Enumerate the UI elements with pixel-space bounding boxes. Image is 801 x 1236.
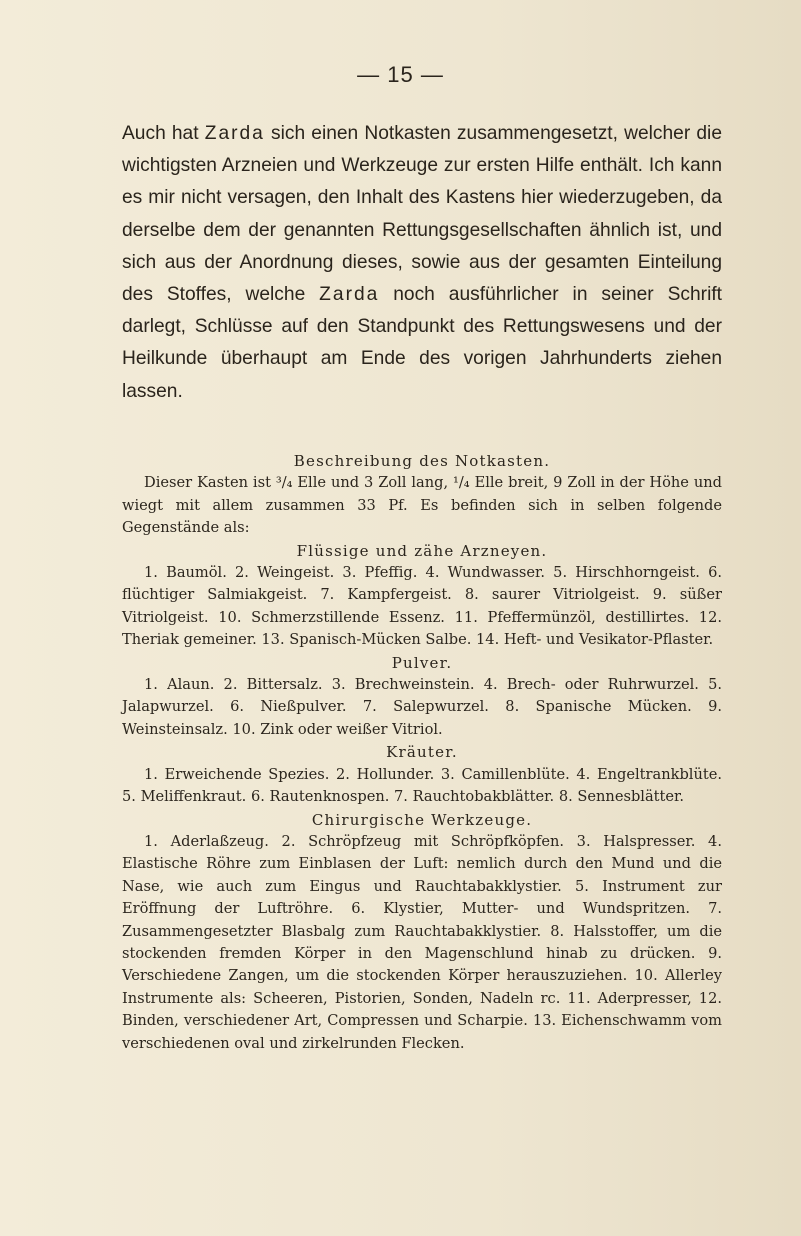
fraktur-block xyxy=(122,450,722,1055)
section-items: 1. Aderlaßzeug. 2. Schröpfzeug mit Schröpfköpfen. 3. Halspresser. 4. Elastische Röhre zum Einblasen der Luft: nemlich durch den Mund und die Nase, wie auch zum Eingus und Rauchtabakklystier. 5. Instrument zur Eröffnung der Luftröhre. 6. Klystier, Mutter- und Wundspritzen. 7. Zusammengesetzter Blasbalg zum Rauchtabakklystier. 8. Halsstoffer, um die stockenden fremden Körper in den Magenschlund hinab zu drücken. 9. Verschiedene Zangen, um die stockenden Körper herauszuziehen. 10. Allerley Instrumente als: Scheeren, Pistorien, Sonden, Nadeln rc. 11. Aderpresser, 12. Binden, verschiedener Art, Compressen und Scharpie. 13. Eichenschwamm vom verschiedenen oval und zirkelrunden Flecken. xyxy=(122,832,722,1052)
section-items: 1. Erweichende Spezies. 2. Hollunder. 3. Camillenblüte. 4. Engeltrankblüte. 5. Meliffenkraut. 6. Rautenknospen. 7. Rauchtobakblätter. 8. Sennesblätter. xyxy=(122,765,722,806)
section-items: 1. Alaun. 2. Bittersalz. 3. Brechweinstein. 4. Brech- oder Ruhrwurzel. 5. Jalapwurzel. 6. Nießpulver. 7. Salepwurzel. 8. Spanische Mücken. 9. Weinsteinsalz. 10. Zink oder weißer Vitriol. xyxy=(122,676,722,738)
section-heading: Pulver. xyxy=(391,653,453,672)
intro-text-2: sich einen Notkasten zusammengesetzt, welcher die wichtigsten Arzneien und Werkzeuge zur ersten Hilfe enthält. Ich kann es mir nicht versagen, den Inhalt des Kastens hier wiederzugeben, da derselbe dem der genannten Rettungsgesellschaften ähnlich ist, und sich aus der Anordnung dieses, sowie aus der gesamten Einteilung des Stoffes, welche xyxy=(122,123,722,306)
section-heading: Flüssige und zähe Arzneyen. xyxy=(296,541,548,560)
page-number: — 15 — xyxy=(357,62,444,87)
intro-text-3: noch ausführlicher in seiner Schrift darlegt, Schlüsse auf den Standpunkt des Rettungswesens und der Heilkunde überhaupt am Ende des vorigen Jahrhunderts ziehen lassen. xyxy=(122,284,722,402)
intro-text-1: Auch hat xyxy=(122,123,205,144)
description-text: Dieser Kasten ist ³/₄ Elle und 3 Zoll lang, ¹/₄ Elle breit, 9 Zoll in der Höhe und wiegt mit allem zusammen 33 Pf. Es befinden sich in selben folgende Gegenstände als: xyxy=(122,474,722,537)
author-name: Zarda xyxy=(204,123,265,144)
section-heading: Kräuter. xyxy=(386,743,458,762)
author-name: Zarda xyxy=(319,284,380,306)
description-heading: Beschreibung des Notkasten. xyxy=(293,452,551,470)
intro-paragraph xyxy=(122,118,722,408)
section-items: 1. Baumöl. 2. Weingeist. 3. Pfeffig. 4. Wundwasser. 5. Hirschhorngeist. 6. flüchtiger Salmiakgeist. 7. Kampfergeist. 8. saurer Vitriolgeist. 9. süßer Vitriolgeist. 10. Schmerzstillende Essenz. 11. Pfeffermünzöl, destillirtes. 12. Theriak gemeiner. 13. Spanisch-Mücken Salbe. 14. Heft- und Vesikator-Pflaster. xyxy=(122,564,722,649)
section-heading: Chirurgische Werkzeuge. xyxy=(311,810,533,829)
